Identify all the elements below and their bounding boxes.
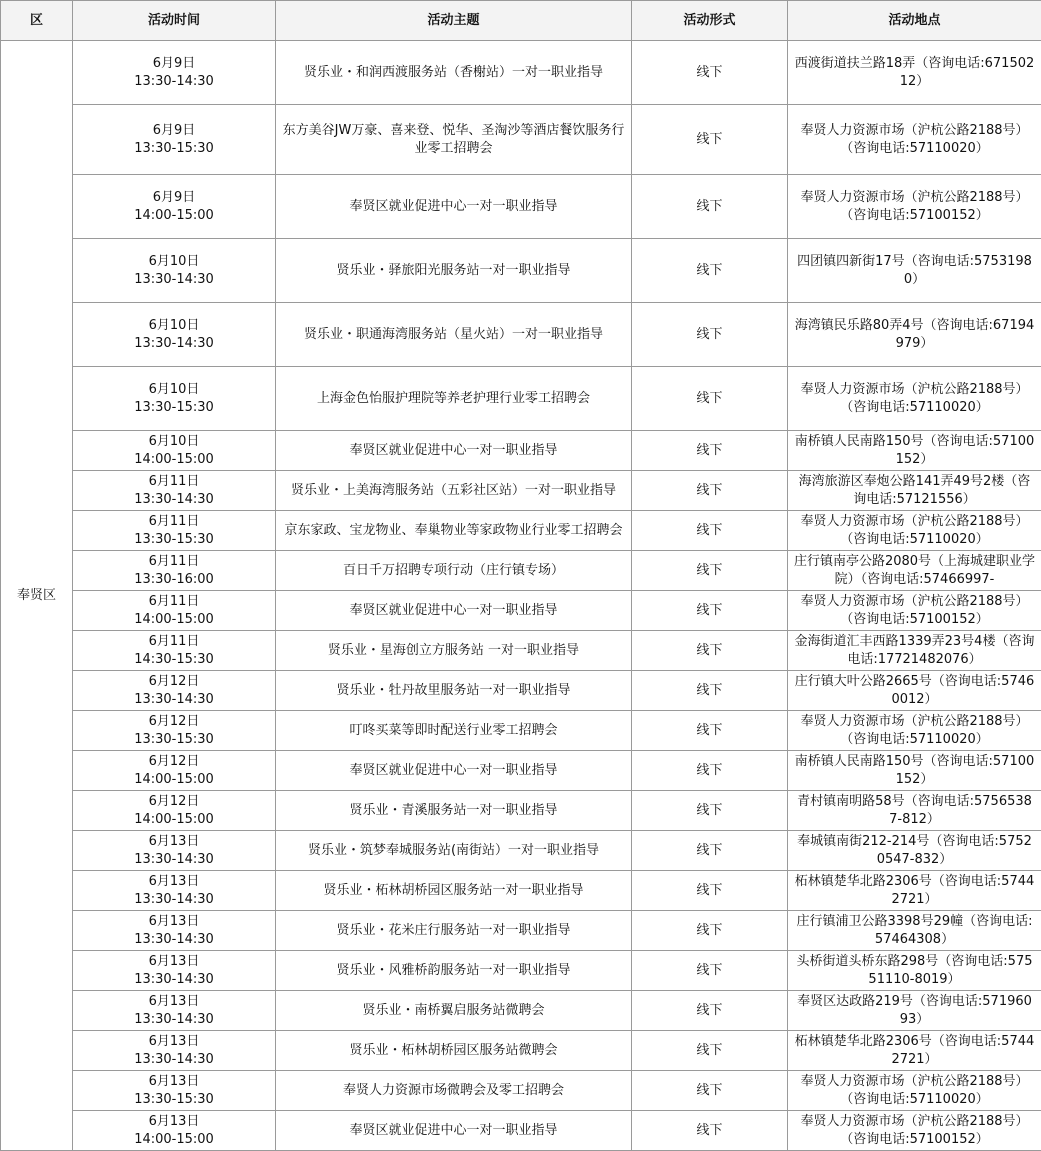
activity-date: 6月13日 bbox=[148, 1113, 200, 1129]
topic-cell: 贤乐业・职通海湾服务站（星火站）一对一职业指导 bbox=[276, 303, 632, 367]
form-cell: 线下 bbox=[632, 951, 788, 991]
topic-cell: 奉贤区就业促进中心一对一职业指导 bbox=[276, 751, 632, 791]
topic-cell: 上海金色怡服护理院等养老护理行业零工招聘会 bbox=[276, 367, 632, 431]
topic-cell: 贤乐业・柘林胡桥园区服务站微聘会 bbox=[276, 1031, 632, 1071]
time-cell bbox=[73, 1071, 276, 1111]
activity-date: 6月11日 bbox=[148, 473, 200, 489]
table-body bbox=[1, 41, 1041, 1151]
activity-time-range: 13:30-15:30 bbox=[134, 531, 214, 547]
time-cell bbox=[73, 591, 276, 631]
time-cell bbox=[73, 711, 276, 751]
form-cell: 线下 bbox=[632, 41, 788, 105]
location-cell: 奉贤人力资源市场（沪杭公路2188号）（咨询电话:57110020） bbox=[788, 1071, 1041, 1111]
table-row bbox=[1, 591, 1041, 631]
time-cell bbox=[73, 791, 276, 831]
table-row bbox=[1, 1071, 1041, 1111]
activity-date: 6月10日 bbox=[148, 253, 200, 269]
table-row bbox=[1, 239, 1041, 303]
activity-time-range: 14:00-15:00 bbox=[134, 207, 214, 223]
activity-date: 6月12日 bbox=[148, 753, 200, 769]
activity-time-range: 13:30-14:30 bbox=[134, 335, 214, 351]
location-cell: 南桥镇人民南路150号（咨询电话:57100152） bbox=[788, 431, 1041, 471]
topic-cell: 贤乐业・牡丹故里服务站一对一职业指导 bbox=[276, 671, 632, 711]
activity-time-range: 13:30-14:30 bbox=[134, 73, 214, 89]
time-cell bbox=[73, 991, 276, 1031]
table-row bbox=[1, 471, 1041, 511]
form-cell: 线下 bbox=[632, 303, 788, 367]
form-cell: 线下 bbox=[632, 1071, 788, 1111]
form-cell: 线下 bbox=[632, 105, 788, 175]
time-cell bbox=[73, 1111, 276, 1151]
activity-time-range: 13:30-14:30 bbox=[134, 891, 214, 907]
header-district: 区 bbox=[1, 1, 73, 41]
activity-time-range: 14:00-15:00 bbox=[134, 451, 214, 467]
activity-time-range: 13:30-14:30 bbox=[134, 851, 214, 867]
location-cell: 四团镇四新街17号（咨询电话:57531980） bbox=[788, 239, 1041, 303]
activity-date: 6月13日 bbox=[148, 873, 200, 889]
topic-cell: 贤乐业・青溪服务站一对一职业指导 bbox=[276, 791, 632, 831]
table-row bbox=[1, 711, 1041, 751]
form-cell: 线下 bbox=[632, 911, 788, 951]
form-cell: 线下 bbox=[632, 1111, 788, 1151]
activity-date: 6月9日 bbox=[152, 189, 196, 205]
header-location: 活动地点 bbox=[788, 1, 1041, 41]
topic-cell: 京东家政、宝龙物业、奉巢物业等家政物业行业零工招聘会 bbox=[276, 511, 632, 551]
activity-time-range: 14:30-15:30 bbox=[134, 651, 214, 667]
time-cell bbox=[73, 471, 276, 511]
table-row bbox=[1, 831, 1041, 871]
topic-cell: 东方美谷JW万豪、喜来登、悦华、圣淘沙等酒店餐饮服务行业零工招聘会 bbox=[276, 105, 632, 175]
table-row bbox=[1, 367, 1041, 431]
table-row bbox=[1, 551, 1041, 591]
table-row bbox=[1, 991, 1041, 1031]
table-row bbox=[1, 871, 1041, 911]
time-cell bbox=[73, 871, 276, 911]
location-cell: 庄行镇浦卫公路3398号29幢（咨询电话:57464308） bbox=[788, 911, 1041, 951]
activity-time-range: 13:30-14:30 bbox=[134, 1051, 214, 1067]
topic-cell: 贤乐业・驿旅阳光服务站一对一职业指导 bbox=[276, 239, 632, 303]
topic-cell: 奉贤区就业促进中心一对一职业指导 bbox=[276, 591, 632, 631]
activity-date: 6月12日 bbox=[148, 793, 200, 809]
form-cell: 线下 bbox=[632, 1031, 788, 1071]
table-row bbox=[1, 105, 1041, 175]
activity-time-range: 13:30-14:30 bbox=[134, 1011, 214, 1027]
table-row bbox=[1, 791, 1041, 831]
table-row bbox=[1, 303, 1041, 367]
topic-cell: 奉贤人力资源市场微聘会及零工招聘会 bbox=[276, 1071, 632, 1111]
activity-date: 6月12日 bbox=[148, 673, 200, 689]
activity-time-range: 14:00-15:00 bbox=[134, 1131, 214, 1147]
activity-date: 6月10日 bbox=[148, 381, 200, 397]
topic-cell: 贤乐业・上美海湾服务站（五彩社区站）一对一职业指导 bbox=[276, 471, 632, 511]
activity-date: 6月13日 bbox=[148, 913, 200, 929]
location-cell: 奉贤人力资源市场（沪杭公路2188号）（咨询电话:57110020） bbox=[788, 511, 1041, 551]
table-row bbox=[1, 511, 1041, 551]
activity-time-range: 14:00-15:00 bbox=[134, 811, 214, 827]
location-cell: 南桥镇人民南路150号（咨询电话:57100152） bbox=[788, 751, 1041, 791]
form-cell: 线下 bbox=[632, 671, 788, 711]
activity-date: 6月13日 bbox=[148, 953, 200, 969]
activity-date: 6月11日 bbox=[148, 633, 200, 649]
activity-time-range: 13:30-15:30 bbox=[134, 399, 214, 415]
header-form: 活动形式 bbox=[632, 1, 788, 41]
location-cell: 海湾旅游区奉炮公路141弄49号2楼（咨询电话:57121556） bbox=[788, 471, 1041, 511]
activity-time-range: 13:30-14:30 bbox=[134, 931, 214, 947]
location-cell: 奉贤人力资源市场（沪杭公路2188号）（咨询电话:57110020） bbox=[788, 367, 1041, 431]
time-cell bbox=[73, 303, 276, 367]
topic-cell: 奉贤区就业促进中心一对一职业指导 bbox=[276, 1111, 632, 1151]
activity-date: 6月13日 bbox=[148, 1033, 200, 1049]
table-row bbox=[1, 751, 1041, 791]
topic-cell: 奉贤区就业促进中心一对一职业指导 bbox=[276, 175, 632, 239]
form-cell: 线下 bbox=[632, 471, 788, 511]
activity-date: 6月11日 bbox=[148, 593, 200, 609]
location-cell: 奉贤区达政路219号（咨询电话:57196093） bbox=[788, 991, 1041, 1031]
table-row bbox=[1, 951, 1041, 991]
form-cell: 线下 bbox=[632, 831, 788, 871]
location-cell: 柘林镇楚华北路2306号（咨询电话:57442721） bbox=[788, 1031, 1041, 1071]
header-topic: 活动主题 bbox=[276, 1, 632, 41]
form-cell: 线下 bbox=[632, 431, 788, 471]
activity-time-range: 13:30-16:00 bbox=[134, 571, 214, 587]
topic-cell: 奉贤区就业促进中心一对一职业指导 bbox=[276, 431, 632, 471]
activity-time-range: 13:30-15:30 bbox=[134, 731, 214, 747]
form-cell: 线下 bbox=[632, 871, 788, 911]
form-cell: 线下 bbox=[632, 551, 788, 591]
activity-date: 6月10日 bbox=[148, 317, 200, 333]
time-cell bbox=[73, 671, 276, 711]
form-cell: 线下 bbox=[632, 751, 788, 791]
activity-date: 6月13日 bbox=[148, 993, 200, 1009]
location-cell: 庄行镇大叶公路2665号（咨询电话:57460012） bbox=[788, 671, 1041, 711]
location-cell: 柘林镇楚华北路2306号（咨询电话:57442721） bbox=[788, 871, 1041, 911]
activity-date: 6月13日 bbox=[148, 1073, 200, 1089]
activity-time-range: 13:30-14:30 bbox=[134, 491, 214, 507]
time-cell bbox=[73, 239, 276, 303]
time-cell bbox=[73, 751, 276, 791]
location-cell: 奉城镇南街212-214号（咨询电话:57520547-832） bbox=[788, 831, 1041, 871]
activity-time-range: 13:30-14:30 bbox=[134, 971, 214, 987]
activity-time-range: 13:30-14:30 bbox=[134, 271, 214, 287]
form-cell: 线下 bbox=[632, 511, 788, 551]
activity-date: 6月11日 bbox=[148, 513, 200, 529]
location-cell: 西渡街道扶兰路18弄（咨询电话:67150212） bbox=[788, 41, 1041, 105]
location-cell: 金海街道汇丰西路1339弄23号4楼（咨询电话:17721482076） bbox=[788, 631, 1041, 671]
topic-cell: 百日千万招聘专项行动（庄行镇专场） bbox=[276, 551, 632, 591]
topic-cell: 贤乐业・南桥翼启服务站微聘会 bbox=[276, 991, 632, 1031]
time-cell bbox=[73, 511, 276, 551]
table-row bbox=[1, 671, 1041, 711]
form-cell: 线下 bbox=[632, 239, 788, 303]
time-cell bbox=[73, 175, 276, 239]
time-cell bbox=[73, 631, 276, 671]
activity-date: 6月10日 bbox=[148, 433, 200, 449]
topic-cell: 贤乐业・柘林胡桥园区服务站一对一职业指导 bbox=[276, 871, 632, 911]
time-cell bbox=[73, 551, 276, 591]
topic-cell: 贤乐业・筑梦奉城服务站(南街站）一对一职业指导 bbox=[276, 831, 632, 871]
location-cell: 奉贤人力资源市场（沪杭公路2188号）（咨询电话:57110020） bbox=[788, 105, 1041, 175]
activity-date: 6月12日 bbox=[148, 713, 200, 729]
topic-cell: 贤乐业・星海创立方服务站 一对一职业指导 bbox=[276, 631, 632, 671]
topic-cell: 贤乐业・和润西渡服务站（香榭站）一对一职业指导 bbox=[276, 41, 632, 105]
location-cell: 庄行镇南亭公路2080号（上海城建职业学院）（咨询电话:57466997- bbox=[788, 551, 1041, 591]
header-time: 活动时间 bbox=[73, 1, 276, 41]
activity-time-range: 14:00-15:00 bbox=[134, 611, 214, 627]
location-cell: 头桥街道头桥东路298号（咨询电话:57551110-8019） bbox=[788, 951, 1041, 991]
activity-time-range: 13:30-14:30 bbox=[134, 691, 214, 707]
location-cell: 奉贤人力资源市场（沪杭公路2188号）（咨询电话:57100152） bbox=[788, 175, 1041, 239]
location-cell: 奉贤人力资源市场（沪杭公路2188号）（咨询电话:57100152） bbox=[788, 1111, 1041, 1151]
activity-date: 6月9日 bbox=[152, 122, 196, 138]
location-cell: 青村镇南明路58号（咨询电话:57565387-812） bbox=[788, 791, 1041, 831]
table-row bbox=[1, 431, 1041, 471]
form-cell: 线下 bbox=[632, 591, 788, 631]
form-cell: 线下 bbox=[632, 631, 788, 671]
topic-cell: 贤乐业・花米庄行服务站一对一职业指导 bbox=[276, 911, 632, 951]
table-row bbox=[1, 631, 1041, 671]
table-row bbox=[1, 1031, 1041, 1071]
activity-date: 6月9日 bbox=[152, 55, 196, 71]
header-row bbox=[1, 1, 1041, 41]
topic-cell: 贤乐业・风雅桥韵服务站一对一职业指导 bbox=[276, 951, 632, 991]
time-cell bbox=[73, 41, 276, 105]
activity-time-range: 14:00-15:00 bbox=[134, 771, 214, 787]
form-cell: 线下 bbox=[632, 711, 788, 751]
time-cell bbox=[73, 911, 276, 951]
form-cell: 线下 bbox=[632, 991, 788, 1031]
activity-date: 6月13日 bbox=[148, 833, 200, 849]
location-cell: 奉贤人力资源市场（沪杭公路2188号）（咨询电话:57110020） bbox=[788, 711, 1041, 751]
form-cell: 线下 bbox=[632, 175, 788, 239]
time-cell bbox=[73, 831, 276, 871]
time-cell bbox=[73, 105, 276, 175]
topic-cell: 叮咚买菜等即时配送行业零工招聘会 bbox=[276, 711, 632, 751]
location-cell: 海湾镇民乐路80弄4号（咨询电话:67194979） bbox=[788, 303, 1041, 367]
time-cell bbox=[73, 431, 276, 471]
table-row bbox=[1, 1111, 1041, 1151]
form-cell: 线下 bbox=[632, 367, 788, 431]
table-row bbox=[1, 41, 1041, 105]
activity-time-range: 13:30-15:30 bbox=[134, 140, 214, 156]
time-cell bbox=[73, 951, 276, 991]
table-row bbox=[1, 175, 1041, 239]
activity-time-range: 13:30-15:30 bbox=[134, 1091, 214, 1107]
activity-date: 6月11日 bbox=[148, 553, 200, 569]
time-cell bbox=[73, 367, 276, 431]
form-cell: 线下 bbox=[632, 791, 788, 831]
location-cell: 奉贤人力资源市场（沪杭公路2188号）（咨询电话:57100152） bbox=[788, 591, 1041, 631]
table-row bbox=[1, 911, 1041, 951]
time-cell bbox=[73, 1031, 276, 1071]
district-cell: 奉贤区 bbox=[1, 41, 73, 1151]
